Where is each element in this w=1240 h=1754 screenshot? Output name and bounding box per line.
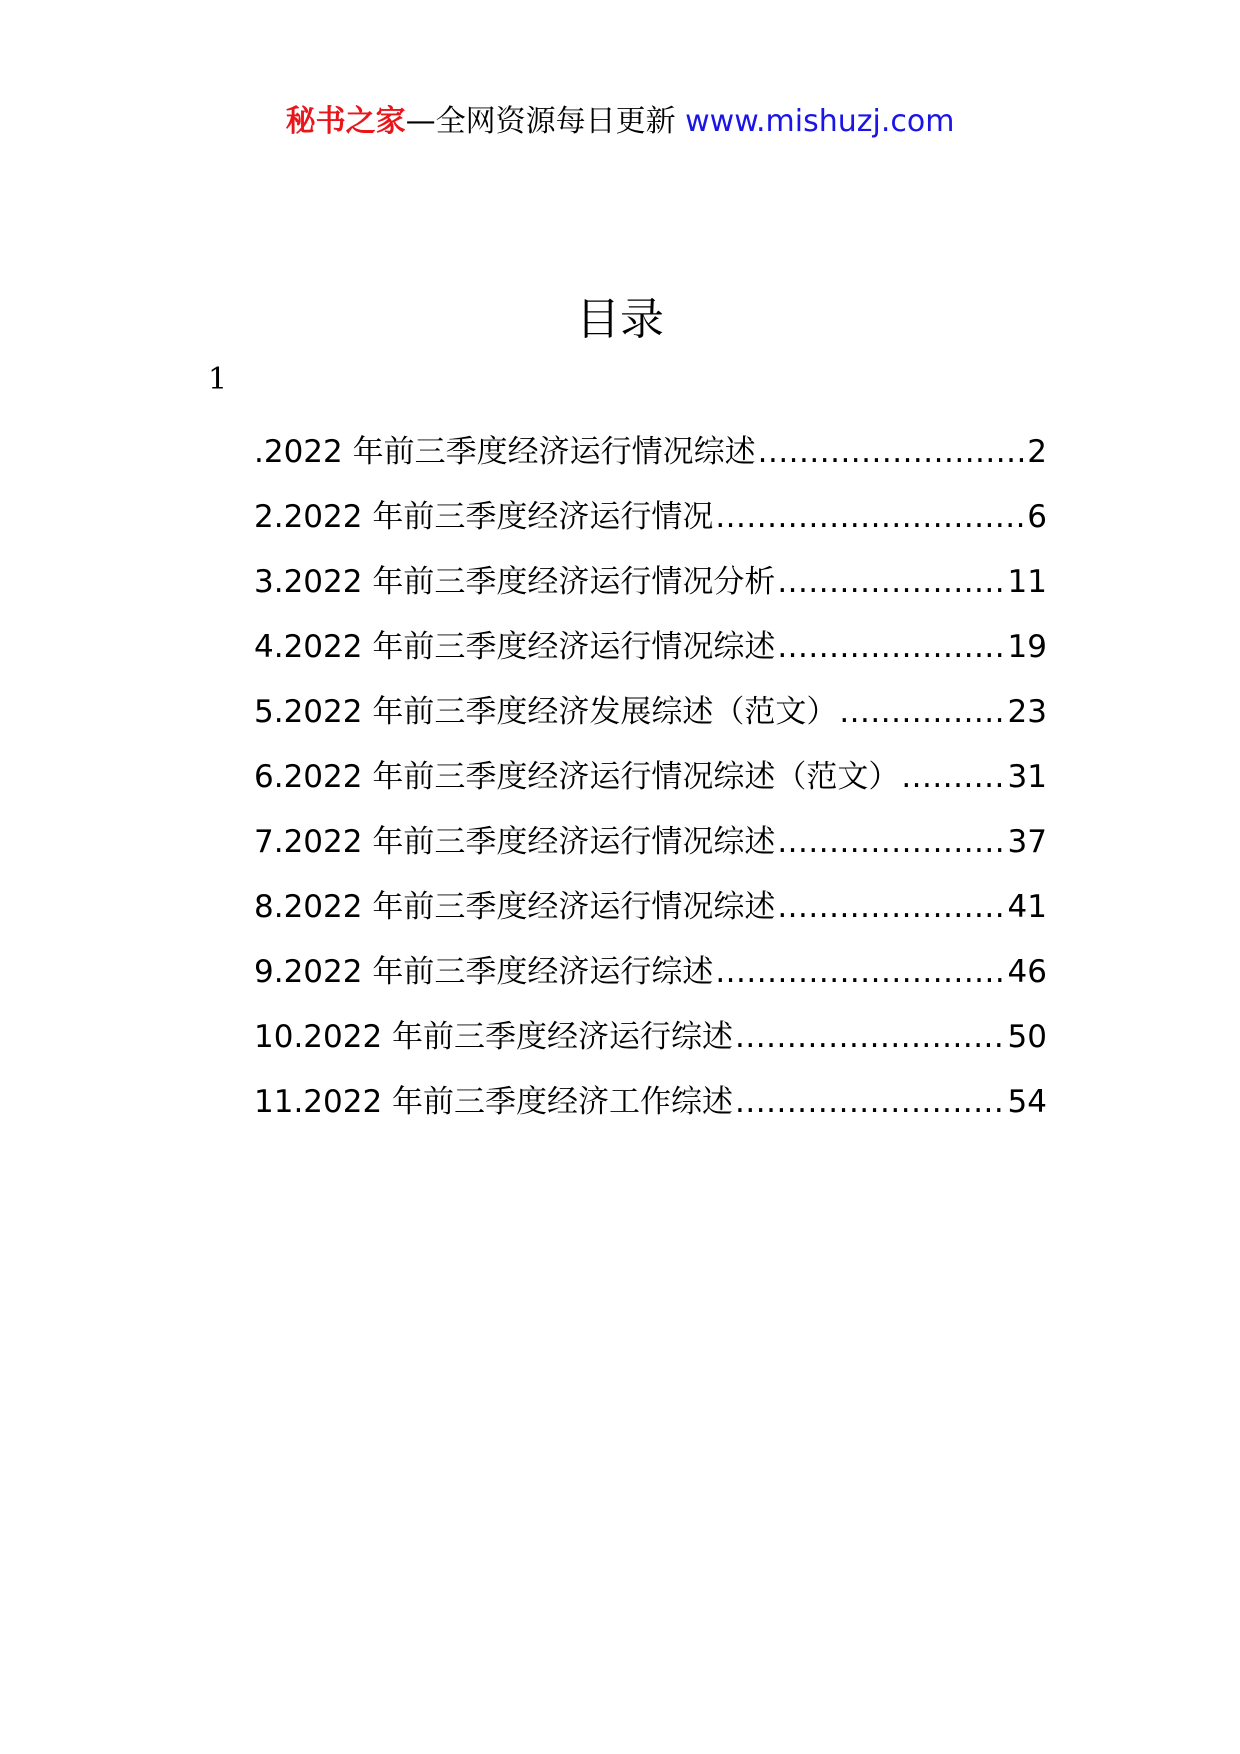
toc-entry-label: .2022 年前三季度经济运行情况综述 xyxy=(254,434,756,470)
toc-entry-page: 54 xyxy=(1007,1084,1047,1120)
toc-entry[interactable] xyxy=(254,680,1047,745)
brand-name: 秘书之家 xyxy=(285,104,406,139)
toc-entry-label: 10.2022 年前三季度经济运行综述 xyxy=(254,1019,734,1055)
toc-entry[interactable] xyxy=(254,1070,1047,1135)
toc-entry[interactable] xyxy=(254,615,1047,680)
dot-leader xyxy=(715,940,1005,1005)
toc-entry-page: 50 xyxy=(1007,1019,1047,1055)
toc-entry-label: 3.2022 年前三季度经济运行情况分析 xyxy=(254,564,776,600)
toc-entry-label: 6.2022 年前三季度经济运行情况综述（范文） xyxy=(254,759,900,795)
toc-entry-page: 23 xyxy=(1007,694,1047,730)
toc-entry-label: 5.2022 年前三季度经济发展综述（范文） xyxy=(254,694,838,730)
toc-entry-label: 7.2022 年前三季度经济运行情况综述 xyxy=(254,824,776,860)
dot-leader xyxy=(901,745,1005,810)
dot-leader xyxy=(735,1005,1006,1070)
toc-entry-page: 46 xyxy=(1007,954,1047,990)
toc-entry-page: 6 xyxy=(1027,499,1047,535)
dot-leader xyxy=(777,550,1005,615)
toc-entry-label: 2.2022 年前三季度经济运行情况 xyxy=(254,499,714,535)
toc-entry-page: 41 xyxy=(1007,889,1047,925)
toc-entry-page: 37 xyxy=(1007,824,1047,860)
toc-title: 目录 xyxy=(576,294,664,345)
toc-entry[interactable] xyxy=(254,875,1047,940)
dot-leader xyxy=(758,420,1026,485)
toc-entry-page: 2 xyxy=(1027,434,1047,470)
list-number-marker: 1 xyxy=(208,362,228,397)
site-header xyxy=(0,100,1240,144)
dot-leader xyxy=(715,485,1025,550)
dot-leader xyxy=(777,810,1005,875)
site-url-link[interactable]: www.mishuzj.com xyxy=(685,104,955,139)
dot-leader xyxy=(777,875,1005,940)
toc-entry-label: 11.2022 年前三季度经济工作综述 xyxy=(254,1084,734,1120)
toc-entry-label: 9.2022 年前三季度经济运行综述 xyxy=(254,954,714,990)
table-of-contents xyxy=(254,420,1047,1135)
dot-leader xyxy=(839,680,1005,745)
toc-entry[interactable] xyxy=(254,940,1047,1005)
toc-entry-label: 8.2022 年前三季度经济运行情况综述 xyxy=(254,889,776,925)
header-tagline: —全网资源每日更新 xyxy=(405,104,676,139)
dot-leader xyxy=(777,615,1005,680)
toc-entry[interactable] xyxy=(254,1005,1047,1070)
toc-entry[interactable] xyxy=(254,745,1047,810)
toc-entry[interactable] xyxy=(254,810,1047,875)
toc-entry[interactable] xyxy=(254,420,1047,485)
toc-entry[interactable] xyxy=(254,550,1047,615)
toc-entry-page: 11 xyxy=(1007,564,1047,600)
toc-entry-label: 4.2022 年前三季度经济运行情况综述 xyxy=(254,629,776,665)
dot-leader xyxy=(735,1070,1006,1135)
toc-entry-page: 31 xyxy=(1007,759,1047,795)
toc-entry-page: 19 xyxy=(1007,629,1047,665)
toc-entry[interactable] xyxy=(254,485,1047,550)
